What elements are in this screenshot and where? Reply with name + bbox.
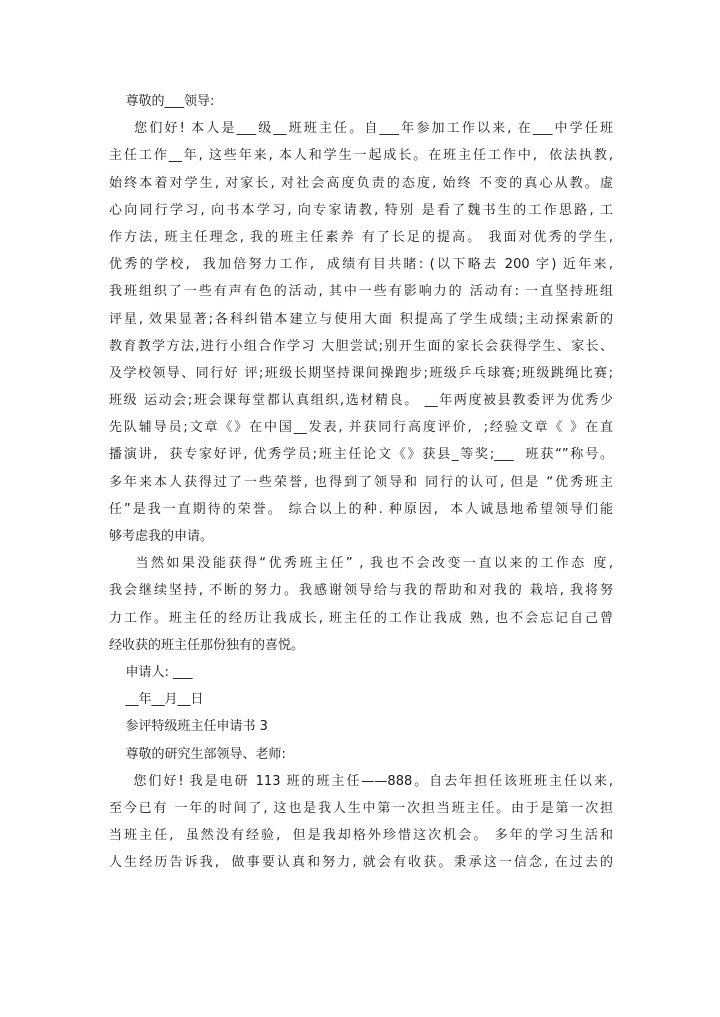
text-line: 作方法, 班主任理念, 我的班主任素养 有了长足的提高。 我面对优秀的学生, — [109, 229, 613, 245]
text-line: 您们好! 本人是___级__班班主任。自___年参加工作以来, 在___中学任班 — [109, 121, 613, 137]
text-line: 够考虑我的申请。 — [109, 529, 214, 544]
text-line: 教育教学方法,进行小组合作学习 大胆尝试;别开生面的家长会获得学生、家长、 — [109, 338, 613, 354]
text-line: 我会继续坚持, 不断的努力。我感谢领导给与我的帮助和对我的 栽培, 我将努 — [109, 583, 613, 599]
text-line: 人生经历告诉我, 做事要认真和努力, 就会有收获。秉承这一信念, 在过去的 — [109, 855, 613, 871]
text-line: 您们好! 我是电研 113 班的班主任——888。自去年担任该班班主任以来, — [109, 773, 613, 789]
text-line: 至今已有 一年的时间了, 这也是我人生中第一次担当班主任。由于是第一次担 — [109, 800, 613, 816]
text-line: 我班组织了一些有声有色的活动, 其中一些有影响力的 活动有: 一直坚持班组 — [109, 284, 613, 300]
text-line: 申请人: ___ — [109, 664, 193, 680]
text-line: 尊敬的___领导: — [109, 94, 215, 109]
text-line: 经收获的班主任那份独有的喜悦。 — [109, 637, 305, 653]
text-line: __年__月__日 — [109, 692, 204, 708]
text-line: 力工作。班主任的经历让我成长, 班主任的工作让我成 熟, 也不会忘记自己曾 — [109, 610, 613, 626]
text-line: 多年来本人获得过了一些荣誉, 也得到了领导和 同行的认可, 但是 “优秀班主 — [109, 474, 613, 490]
text-line: 任”是我一直期待的荣誉。 综合以上的种. 种原因, 本人诚恳地希望领导们能 — [109, 501, 613, 517]
text-line: 评星, 效果显著;各科纠错本建立与使用大面 积提高了学生成绩;主动探索新的 — [109, 311, 613, 327]
text-line: 先队辅导员;文章《》在中国__发表, 并获同行高度评价, ;经验文章《 》在直 — [109, 420, 613, 436]
text-line: 参评特级班主任申请书 3 — [109, 719, 268, 735]
text-line: 当然如果没能获得“优秀班主任” , 我也不会改变一直以来的工作态 度, — [109, 556, 613, 572]
text-line: 播演讲, 获专家好评, 优秀学员;班主任论文《》获县_等奖;___ 班获“”称号。 — [109, 447, 613, 463]
text-line: 班级 运动会;班会课每堂都认真组织,选材精良。 __年两度被县教委评为优秀少 — [109, 393, 613, 409]
document-body — [109, 88, 613, 876]
text-line: 尊敬的研究生部领导、老师: — [109, 746, 286, 762]
text-line: 心向同行学习, 向书本学习, 向专家请教, 特别 是看了魏书生的工作思路, 工 — [109, 202, 613, 218]
text-line: 当班主任, 虽然没有经验, 但是我却格外珍惜这次机会。 多年的学习生活和 — [109, 828, 613, 844]
text-line: 优秀的学校, 我加倍努力工作, 成绩有目共睹: (以下略去 200 字) 近年来, — [109, 257, 613, 273]
text-line: 及学校领导、同行好 评;班级长期坚持课间操跑步;班级乒乓球赛;班级跳绳比赛; — [109, 365, 613, 381]
text-line: 主任工作__年, 这些年来, 本人和学生一起成长。在班主任工作中, 依法执教, — [109, 148, 613, 164]
text-line: 始终本着对学生, 对家长, 对社会高度负责的态度, 始终 不变的真心从教。虚 — [109, 175, 613, 191]
